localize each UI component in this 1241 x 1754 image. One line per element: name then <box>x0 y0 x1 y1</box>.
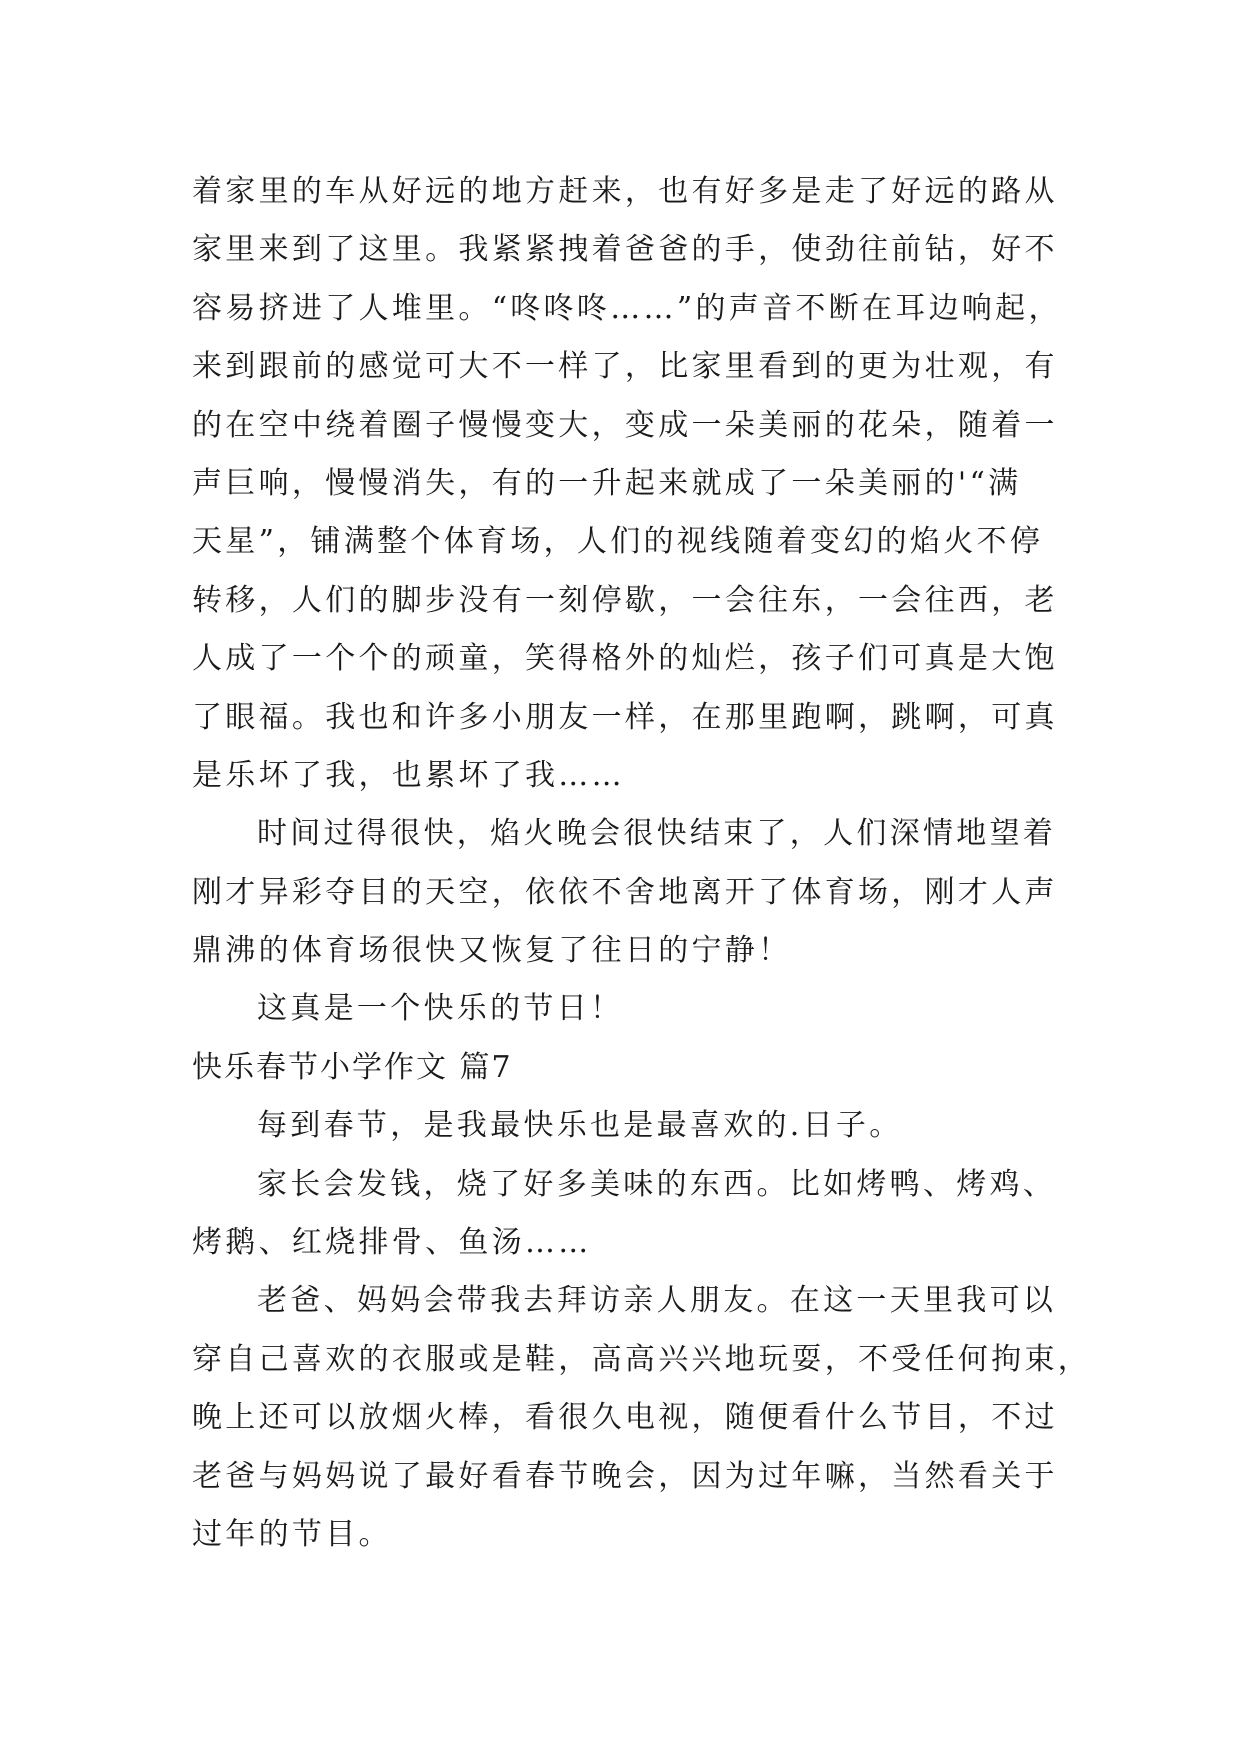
text-line: 天星”，铺满整个体育场，人们的视线随着变幻的焰火不停 <box>192 524 1044 560</box>
text-line: 家里来到了这里。我紧紧拽着爸爸的手，使劲往前钻，好不 <box>192 232 1058 268</box>
text-line: 来到跟前的感觉可大不一样了，比家里看到的更为壮观，有 <box>192 349 1058 385</box>
document-body <box>192 163 1092 1564</box>
text-line: 人成了一个个的顽童，笑得格外的灿烂，孩子们可真是大饱 <box>192 641 1058 677</box>
section-heading: 快乐春节小学作文 篇7 <box>192 1049 513 1085</box>
text-line: 声巨响，慢慢消失，有的一升起来就成了一朵美丽的'“满 <box>192 465 1022 501</box>
text-line: 晚上还可以放烟火棒，看很久电视，随便看什么节目，不过 <box>192 1400 1058 1436</box>
text-line: 过年的节目。 <box>192 1516 392 1552</box>
text-line: 时间过得很快，焰火晚会很快结束了，人们深情地望着 <box>257 816 1057 852</box>
text-line: 烤鹅、红烧排骨、鱼汤…… <box>192 1225 592 1261</box>
text-line: 这真是一个快乐的节日！ <box>257 991 624 1027</box>
text-line: 鼎沸的体育场很快又恢复了往日的宁静！ <box>192 933 792 969</box>
text-line: 家长会发钱，烧了好多美味的东西。比如烤鸭、烤鸡、 <box>257 1166 1057 1202</box>
text-line: 刚才异彩夺目的天空，依依不舍地离开了体育场，刚才人声 <box>192 874 1058 910</box>
text-line: 容易挤进了人堆里。“咚咚咚……”的声音不断在耳边响起， <box>192 290 1062 326</box>
text-line: 了眼福。我也和许多小朋友一样，在那里跑啊，跳啊，可真 <box>192 699 1058 735</box>
text-line: 是乐坏了我，也累坏了我…… <box>192 757 625 793</box>
text-line: 转移，人们的脚步没有一刻停歇，一会往东，一会往西，老 <box>192 582 1058 618</box>
text-line: 的在空中绕着圈子慢慢变大，变成一朵美丽的花朵，随着一 <box>192 407 1058 443</box>
text-line: 老爸与妈妈说了最好看春节晚会，因为过年嘛，当然看关于 <box>192 1458 1058 1494</box>
text-line: 穿自己喜欢的衣服或是鞋，高高兴兴地玩耍，不受任何拘束， <box>192 1341 1092 1377</box>
text-line: 老爸、妈妈会带我去拜访亲人朋友。在这一天里我可以 <box>257 1283 1057 1319</box>
text-line: 每到春节，是我最快乐也是最喜欢的.日子。 <box>257 1108 903 1144</box>
text-line: 着家里的车从好远的地方赶来，也有好多是走了好远的路从 <box>192 174 1058 209</box>
